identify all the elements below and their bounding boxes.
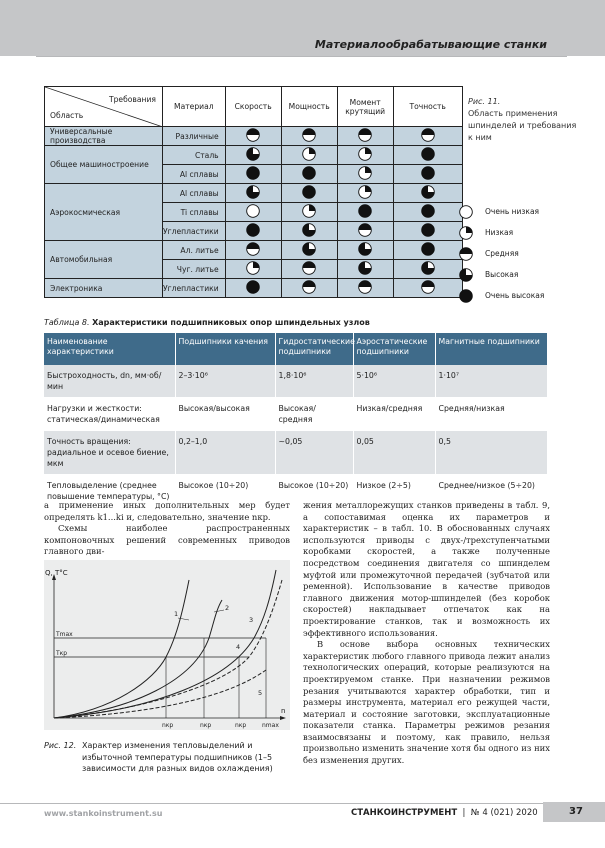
table-cell: Высокая/высокая (175, 398, 275, 431)
legend-label: Высокая (485, 270, 519, 279)
corner-area-label: Область (50, 111, 84, 120)
t-max-label: Tmax (56, 631, 73, 638)
column-header: Наименование характеристики (44, 333, 175, 365)
x-tick-label: nкр (162, 722, 174, 729)
figure-12-chart (44, 560, 290, 730)
page-number: 37 (569, 806, 583, 817)
curve-label-1: 1 (174, 610, 179, 618)
table-cell: 0,2–1,0 (175, 431, 275, 475)
legend-item (459, 264, 544, 285)
table-row (45, 184, 463, 203)
paragraph: а применение иных дополнительных мер будет определять k1...ki и, следовательно, значение nкр. (44, 500, 290, 522)
level-indicator-icon (337, 165, 393, 184)
material-cell: Углепластики (163, 279, 226, 298)
level-indicator-icon (459, 289, 479, 303)
table-cell: 5·10⁶ (353, 365, 435, 398)
level-indicator-icon (225, 241, 281, 260)
level-indicator-icon (393, 127, 462, 146)
table-row (45, 146, 463, 165)
t-kr-label: Tкр (56, 650, 68, 657)
column-header: Момент крутящий (337, 87, 393, 127)
level-indicator-icon (281, 203, 337, 222)
table-row (45, 127, 463, 146)
table-cell: 1,8·10⁶ (275, 365, 353, 398)
column-header: Точность (393, 87, 462, 127)
level-indicator-icon (225, 203, 281, 222)
legend-label: Очень низкая (485, 207, 540, 216)
legend-item (459, 222, 544, 243)
level-indicator-icon (337, 241, 393, 260)
x-axis-label: n (281, 707, 286, 715)
table-row (44, 431, 547, 475)
bearing-characteristics-table (44, 333, 548, 508)
table-row (45, 279, 463, 298)
level-indicator-icon (225, 260, 281, 279)
table-cell: 0,5 (435, 431, 547, 475)
table-8-caption (44, 318, 370, 327)
level-indicator-icon (225, 279, 281, 298)
curve-label-5: 5 (258, 689, 263, 697)
figure-12-caption (44, 740, 290, 775)
corner-requirements-label: Требования (108, 95, 156, 104)
legend-item (459, 201, 544, 222)
level-indicator-icon (225, 146, 281, 165)
level-indicator-icon (393, 203, 462, 222)
material-cell: Углепластики (163, 222, 226, 241)
level-indicator-icon (393, 260, 462, 279)
level-indicator-icon (337, 222, 393, 241)
level-indicator-icon (281, 146, 337, 165)
table-cell: Высокое (10÷20) (275, 475, 353, 508)
figure-11-caption (468, 96, 578, 144)
table-cell: Высокая/средняя (275, 398, 353, 431)
level-indicator-icon (281, 279, 337, 298)
level-indicator-icon (393, 279, 462, 298)
legend-item (459, 285, 544, 306)
area-cell: Электроника (45, 279, 163, 298)
table-cell: Высокое (10÷20) (175, 475, 275, 508)
legend-label: Очень высокая (485, 291, 545, 300)
level-indicator-icon (459, 205, 479, 219)
level-indicator-icon (393, 241, 462, 260)
table-cell: Точность вращения: радиальное и осевое биение, мкм (44, 431, 175, 475)
column-header: Гидростатические подшипники (275, 333, 353, 365)
table-cell: 1·10⁷ (435, 365, 547, 398)
level-indicator-icon (281, 165, 337, 184)
level-indicator-icon (393, 146, 462, 165)
table-cell: Нагрузки и жесткости: статическая/динамическая (44, 398, 175, 431)
table-cell: ~0,05 (275, 431, 353, 475)
level-indicator-icon (225, 184, 281, 203)
level-indicator-icon (393, 184, 462, 203)
area-cell: Универсальные производства (45, 127, 163, 146)
table-cell: Быстроходность, dn, мм·об/мин (44, 365, 175, 398)
level-indicator-icon (225, 127, 281, 146)
level-indicator-icon (337, 184, 393, 203)
level-indicator-icon (459, 268, 479, 282)
level-indicator-icon (337, 260, 393, 279)
figure-11-label: Рис. 11. (468, 97, 501, 106)
x-tick-label: nкр (235, 722, 247, 729)
section-title: Материалообрабатывающие станки (314, 38, 547, 51)
material-cell: Ti сплавы (163, 203, 226, 222)
table-cell: Тепловыделение (среднее повышение температуры, °С) (44, 475, 175, 508)
area-cell: Общее машиностроение (45, 146, 163, 184)
paragraph: жения металлорежущих станков приведены в табл. 9, а сопоставимая оценка их параметров и характеристик – в табл. 10. В обоснованных случаях используются приводы с двух-/трехступенчатыми коробками скоростей, а также полученные посредством соединения двигателя со шпинделем муфтой или промежуточной передачей (зубчатой или ременной). Использование в качестве приводов главного движения мотор-шпинделей (без коробок скоростей) накладывает отпечаток как на проектирование станков, так и возможность их эффективного использования. (303, 500, 550, 638)
level-indicator-icon (225, 222, 281, 241)
column-header: Материал (163, 87, 226, 127)
curve-label-3: 3 (249, 616, 254, 624)
page-number-block (543, 802, 605, 822)
legend-item (459, 243, 544, 264)
area-cell: Аэрокосмическая (45, 184, 163, 241)
level-indicator-icon (281, 260, 337, 279)
x-tick-label: nкр (200, 722, 212, 729)
magazine-info: СТАНКОИНСТРУМЕНТ | № 4 (021) 2020 (351, 808, 538, 818)
level-indicator-icon (459, 226, 479, 240)
figure-12-label: Рис. 12. (44, 741, 77, 750)
column-header: Магнитные подшипники (435, 333, 547, 365)
material-cell: Ал. литье (163, 241, 226, 260)
magazine-name: СТАНКОИНСТРУМЕНТ (351, 808, 458, 818)
table-cell: Низкое (2÷5) (353, 475, 435, 508)
level-legend (459, 201, 544, 306)
table-8-label: Таблица 8. (44, 318, 90, 327)
level-indicator-icon (281, 241, 337, 260)
level-indicator-icon (393, 165, 462, 184)
right-column-text (303, 500, 550, 767)
level-indicator-icon (393, 222, 462, 241)
material-cell: Сталь (163, 146, 226, 165)
legend-label: Средняя (485, 249, 519, 258)
table-row (44, 365, 547, 398)
level-indicator-icon (225, 165, 281, 184)
header-divider (36, 56, 567, 57)
curve-label-2: 2 (225, 604, 230, 612)
footer-divider (0, 803, 605, 804)
column-header: Мощность (281, 87, 337, 127)
corner-header-cell (45, 87, 163, 127)
y-axis-label: Q, T°C (45, 569, 68, 577)
level-indicator-icon (337, 146, 393, 165)
table-cell: 2–3·10⁶ (175, 365, 275, 398)
table-row (45, 241, 463, 260)
level-indicator-icon (281, 222, 337, 241)
column-header: Скорость (225, 87, 281, 127)
table-8-title: Характеристики подшипниковых опор шпиндельных узлов (92, 318, 370, 327)
level-indicator-icon (337, 127, 393, 146)
table-cell: Среднее/низкое (5÷20) (435, 475, 547, 508)
level-indicator-icon (281, 127, 337, 146)
website-link[interactable]: www.stankoinstrument.su (44, 809, 163, 818)
level-indicator-icon (337, 203, 393, 222)
figure-11-text: Область применения шпинделей и требования к ним (468, 109, 577, 142)
paragraph: В основе выбора основных технических характеристик любого главного привода лежит анализ технологических операций, которые реализуются на проектируемом станке. При назначении режимов резания учитываются характер обработки, тип и размеры инструмента, материал его режущей части, материал и состояние заготовки, эксплуатационные показатели станка. Параметры режимов резания взаимосвязаны и поэтому, как правило, нельзя произвольно изменить значение хотя бы одного из них без изменения других. (303, 639, 550, 766)
level-indicator-icon (281, 184, 337, 203)
table-row (44, 398, 547, 431)
table-cell: Средняя/низкая (435, 398, 547, 431)
material-cell: Чуг. литье (163, 260, 226, 279)
area-cell: Автомобильная (45, 241, 163, 279)
column-header: Подшипники качения (175, 333, 275, 365)
figure-12-text: Характер изменения тепловыделений и избыточной температуры подшипников (1–5 зависимости для разных видов охлаждения) (82, 741, 273, 773)
column-header: Аэростатические подшипники (353, 333, 435, 365)
left-column-text (44, 500, 290, 558)
curve-label-4: 4 (236, 643, 241, 651)
table-cell: 0,05 (353, 431, 435, 475)
table-cell: Низкая/средняя (353, 398, 435, 431)
paragraph: Схемы наиболее распространенных компоновочных решений современных приводов главного дви- (44, 523, 290, 557)
level-indicator-icon (337, 279, 393, 298)
material-cell: Различные (163, 127, 226, 146)
material-cell: Al сплавы (163, 165, 226, 184)
x-tick-label: nmax (262, 722, 279, 729)
spindle-requirements-table (44, 86, 463, 298)
material-cell: Al сплавы (163, 184, 226, 203)
level-indicator-icon (459, 247, 479, 261)
issue-number: № 4 (021) 2020 (470, 808, 538, 818)
legend-label: Низкая (485, 228, 514, 237)
